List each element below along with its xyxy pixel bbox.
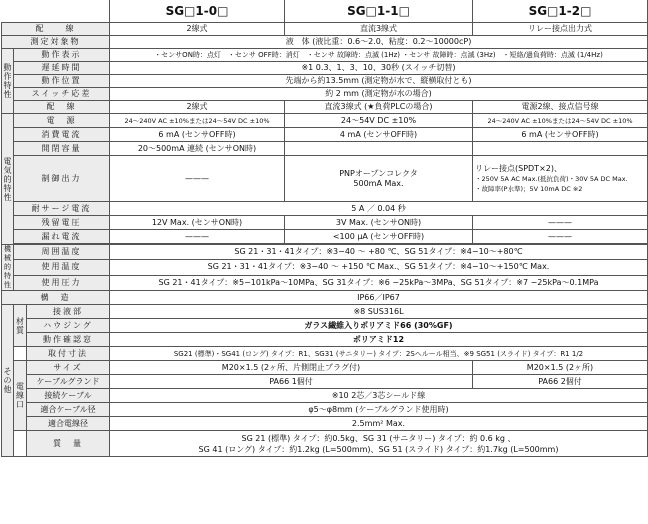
- cell: 2線式: [110, 23, 285, 36]
- row-chien: [2, 62, 648, 75]
- label-shiyo-atsu: 使用圧力: [14, 275, 110, 290]
- cell: 20～500mA 連続 (センサON時): [110, 142, 285, 156]
- row-haisen-top: [2, 23, 648, 36]
- row-seigyo: [2, 156, 648, 202]
- row-dosa-kakunin: [2, 333, 648, 347]
- row-shiyo-atsu: [2, 275, 648, 290]
- row-zanryu: [2, 216, 648, 230]
- cell: SG21 (標準)・SG41 (ロング) タイプ：R1、SG31 (サニタリー) タイプ：2Sヘルール相当、※9 SG51 (スライド) タイプ：R1 1/2: [110, 347, 648, 361]
- cell: PA66 1個付: [110, 375, 473, 389]
- label-housing: ハウジング: [27, 319, 110, 333]
- cell: 電源2線、接点信号線: [473, 101, 648, 114]
- cell: 先端から約13.5mm (測定物が水で、縦横取付とも): [110, 75, 648, 88]
- cell: SG 21・31・41タイプ：※3−40 ～ +150 ℃ Max.、SG 51タイプ：※4−10～+150℃ Max.: [110, 260, 648, 275]
- cell: 約 2 mm (測定物が水の場合): [110, 88, 648, 101]
- header-sg1-1: SG□1-1□: [285, 0, 473, 23]
- header-sg1-2: SG□1-2□: [473, 0, 648, 23]
- label-tai-surge: 耐サージ電流: [14, 202, 110, 216]
- seigyo-line: リレー接点(SPDT×2)、: [475, 163, 562, 173]
- cell: ・センサON時：点灯 ・センサ OFF時：消灯 ・センサ 故障時：点滅 (1Hz) ・センサ 故障時：点滅 (3Hz) ・短絡/過負荷時：点滅 (1/4Hz): [110, 49, 648, 62]
- label-chien: 遅延時間: [14, 62, 110, 75]
- cell: <100 μA (センサOFF時): [285, 230, 473, 244]
- label-haisen-top: 配 線: [2, 23, 110, 36]
- cell: 12V Max. (センサON時): [110, 216, 285, 230]
- label-switch-oto: スイッチ応差: [14, 88, 110, 101]
- label-dosa-hyoji: 動作表示: [14, 49, 110, 62]
- label-shui-ondo: 周囲温度: [14, 245, 110, 260]
- seigyo-line: ・250V 5A AC Max.(抵抗負荷)・30V 5A DC Max.: [475, 174, 628, 183]
- shitsuryo-line: SG 41 (ロング) タイプ：約1.2kg (L=500mm)、SG 51 (スライド) タイプ：約1.7kg (L=500mm): [198, 444, 559, 454]
- row-switch-oto: [2, 88, 648, 101]
- label-kaiheiyoryo: 開閉容量: [14, 142, 110, 156]
- row-tai-surge: [2, 202, 648, 216]
- label-shohi: 消費電流: [14, 128, 110, 142]
- cell: 2.5mm² Max.: [110, 417, 648, 431]
- cell: ※10 2芯／3芯シールド線: [110, 389, 648, 403]
- cell: SG 21・41タイプ：※5−101kPa～10MPa、SG 31タイプ：※6 −25kPa～3MPa、SG 51タイプ：※7 −25kPa～0.1MPa: [110, 275, 648, 290]
- label-size: サイズ: [27, 361, 110, 375]
- row-size: [2, 361, 648, 375]
- row-shitsuryo: [2, 431, 648, 457]
- row-sokutei: [2, 36, 648, 49]
- row-dosa-ichi: [2, 75, 648, 88]
- row-sekieki: [2, 305, 648, 319]
- cell: [473, 142, 648, 156]
- group-denkiseki: 電線口: [14, 361, 27, 431]
- cell: 直流3線式: [285, 23, 473, 36]
- label-toritsuke: 取付寸法: [27, 347, 110, 361]
- cell: ※1 0.3、1、3、10、30秒 (スイッチ切替): [110, 62, 648, 75]
- group-denki: 電気的特性: [2, 114, 14, 245]
- cell: 4 mA (センサOFF時): [285, 128, 473, 142]
- label-dengen: 電 源: [14, 114, 110, 128]
- row-tekigo-densen: [2, 417, 648, 431]
- row-kaiheiyoryo: [2, 142, 648, 156]
- row-shiyo-ondo: [2, 260, 648, 275]
- cell: ポリアミド12: [110, 333, 648, 347]
- label-setsuzoku-cable: 接続ケーブル: [27, 389, 110, 403]
- cell: ※8 SUS316L: [110, 305, 648, 319]
- row-more: [2, 230, 648, 244]
- cell: ———: [110, 156, 285, 202]
- cell: ———: [110, 230, 285, 244]
- label-tekigo-densen: 適合電線径: [27, 417, 110, 431]
- cell: 24～240V AC ±10%または24～54V DC ±10%: [110, 114, 285, 128]
- seigyo-line: PNPオープンコレクタ: [339, 168, 418, 178]
- label-cable-gland: ケーブルグランド: [27, 375, 110, 389]
- group-dosa: 動作特性: [2, 49, 14, 114]
- cell: M20×1.5 (2ヶ所、片側閉止プラグ付): [110, 361, 473, 375]
- cell: ガラス繊維入りポリアミド66 (30%GF): [110, 319, 648, 333]
- shitsuryo-line: SG 21 (標準) タイプ：約0.5kg、SG 31 (サニタリー) タイプ：約 0.6 kg 、: [241, 433, 516, 443]
- label-shiyo-ondo: 使用温度: [14, 260, 110, 275]
- header-sg1-0: SG□1-0□: [110, 0, 285, 23]
- label-more: 漏れ電流: [14, 230, 110, 244]
- spec-table: [1, 0, 648, 457]
- cell: ———: [473, 216, 648, 230]
- header-blank: [2, 0, 110, 23]
- label-tekigo-cable: 適合ケーブル径: [27, 403, 110, 417]
- label-seigyo: 制御出力: [14, 156, 110, 202]
- blank: [14, 431, 27, 457]
- row-tekigo-cable: [2, 403, 648, 417]
- row-cable-gland: [2, 375, 648, 389]
- blank: [14, 347, 27, 361]
- group-sonota: その他: [2, 305, 14, 457]
- seigyo-line: ・故障率(P水準)；5V 10mA DC ※2: [475, 184, 583, 193]
- cell: ———: [473, 230, 648, 244]
- cell: 3V Max. (センサON時): [285, 216, 473, 230]
- label-dosa-kakunin: 動作確認窓: [27, 333, 110, 347]
- cell: 5 A ／ 0.04 秒: [110, 202, 648, 216]
- cell: PA66 2個付: [473, 375, 648, 389]
- row-setsuzoku-cable: [2, 389, 648, 403]
- cell: 直流3線式 (★負荷PLCの場合): [285, 101, 473, 114]
- row-shui-ondo: [2, 245, 648, 260]
- cell-shitsuryo: [110, 431, 648, 457]
- group-zaishitsu: 材質: [14, 305, 27, 347]
- label-shitsuryo: 質 量: [27, 431, 110, 457]
- cell: φ5～φ8mm (ケーブルグランド使用時): [110, 403, 648, 417]
- cell: 24～54V DC ±10%: [285, 114, 473, 128]
- cell: M20×1.5 (2ヶ所): [473, 361, 648, 375]
- cell: 液 体 (液比重：0.6～2.0、粘度：0.2～10000cP): [110, 36, 648, 49]
- cell: リレー接点出力式: [473, 23, 648, 36]
- label-sekieki: 接液部: [27, 305, 110, 319]
- label-haisen: 配 線: [14, 101, 110, 114]
- cell-seigyo-pnp: [285, 156, 473, 202]
- row-toritsuke: [2, 347, 648, 361]
- row-shohi: [2, 128, 648, 142]
- row-housing: [2, 319, 648, 333]
- header-row: [2, 0, 648, 23]
- label-dosa-ichi: 動作位置: [14, 75, 110, 88]
- label-kozo: 構 造: [2, 291, 110, 305]
- cell-seigyo-relay: [473, 156, 648, 202]
- row-dengen: [2, 114, 648, 128]
- cell: IP66／IP67: [110, 291, 648, 305]
- cell: SG 21・31・41タイプ：※3−40 ～ +80 ℃、SG 51タイプ：※4−10～+80℃: [110, 245, 648, 260]
- row-dosa-hyoji: [2, 49, 648, 62]
- cell: 6 mA (センサOFF時): [110, 128, 285, 142]
- label-sokutei: 測定対象物: [2, 36, 110, 49]
- cell: 6 mA (センサOFF時): [473, 128, 648, 142]
- row-haisen: [2, 101, 648, 114]
- cell: 2線式: [110, 101, 285, 114]
- group-kikai: 機械的特性: [2, 245, 14, 291]
- row-kozo: [2, 291, 648, 305]
- seigyo-line: 500mA Max.: [353, 178, 404, 188]
- label-zanryu: 残留電圧: [14, 216, 110, 230]
- cell: 24～240V AC ±10%または24～54V DC ±10%: [473, 114, 648, 128]
- cell: [285, 142, 473, 156]
